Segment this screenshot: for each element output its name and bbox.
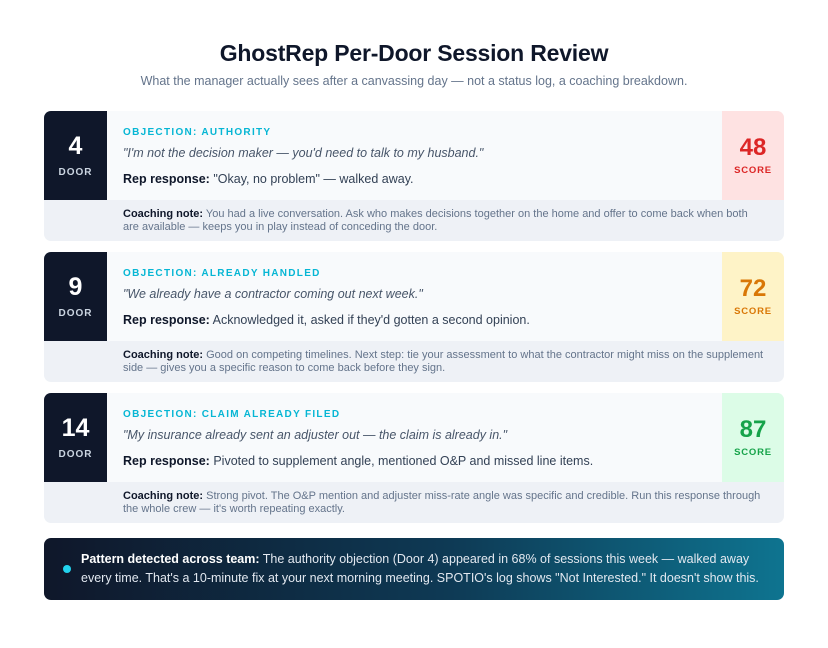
session-card-door-4[interactable] xyxy=(44,111,784,241)
session-card-door-9[interactable] xyxy=(44,252,784,382)
rep-response-text: "Okay, no problem" — walked away. xyxy=(213,172,414,186)
coaching-note-label: Coaching note: xyxy=(123,490,204,502)
card-content xyxy=(107,393,722,482)
pattern-text xyxy=(81,550,760,588)
objection-quote: "I'm not the decision maker — you'd need to talk to my husband." xyxy=(123,146,484,160)
door-label: DOOR xyxy=(58,448,93,460)
objection-label: OBJECTION: CLAIM ALREADY FILED xyxy=(123,409,341,420)
page-subtitle: What the manager actually sees after a canvassing day — not a status log, a coaching breakdown. xyxy=(140,74,688,88)
rep-response-label: Rep response: xyxy=(123,454,210,468)
score-badge xyxy=(722,393,784,482)
coaching-note-text: Strong pivot. The O&P mention and adjuster miss-rate angle was specific and credible. Run this response through the whole crew — it's worth repeating exactly. xyxy=(123,490,761,515)
objection-label: OBJECTION: AUTHORITY xyxy=(123,127,272,138)
score-label: SCORE xyxy=(734,446,772,458)
score-label: SCORE xyxy=(734,164,772,176)
door-badge xyxy=(44,252,107,341)
rep-response-text: Pivoted to supplement angle, mentioned O&P and missed line items. xyxy=(213,454,594,468)
session-card-door-14[interactable] xyxy=(44,393,784,523)
card-content xyxy=(107,252,722,341)
pattern-indicator-dot-icon xyxy=(63,565,71,573)
coaching-note xyxy=(44,482,784,516)
session-card-list xyxy=(44,111,784,534)
pattern-body: The authority objection (Door 4) appeared in 68% of sessions this week — walked away every time. That's a 10-minute fix at your next morning meeting. SPOTIO's log shows "Not Interested." It doesn't show this. xyxy=(81,552,759,585)
coaching-note xyxy=(44,341,784,375)
coaching-note-label: Coaching note: xyxy=(123,349,204,361)
score-label: SCORE xyxy=(734,305,772,317)
door-badge xyxy=(44,393,107,482)
rep-response-label: Rep response: xyxy=(123,313,210,327)
score-badge xyxy=(722,252,784,341)
rep-response xyxy=(123,454,722,468)
objection-quote: "We already have a contractor coming out next week." xyxy=(123,287,423,301)
score-badge xyxy=(722,111,784,200)
objection-quote: "My insurance already sent an adjuster out — the claim is already in." xyxy=(123,428,508,442)
card-content xyxy=(107,111,722,200)
score-value: 48 xyxy=(739,133,767,161)
score-value: 72 xyxy=(739,274,767,302)
door-number: 4 xyxy=(68,131,83,160)
door-label: DOOR xyxy=(58,307,93,319)
rep-response xyxy=(123,313,722,327)
door-badge xyxy=(44,111,107,200)
coaching-note xyxy=(44,200,784,234)
pattern-label: Pattern detected across team: xyxy=(81,552,260,566)
door-label: DOOR xyxy=(58,166,93,178)
rep-response xyxy=(123,172,722,186)
door-number: 9 xyxy=(68,272,83,301)
coaching-note-text: Good on competing timelines. Next step: tie your assessment to what the contractor might miss on the supplement side — gives you a specific reason to come back before they sign. xyxy=(123,349,764,374)
objection-label: OBJECTION: ALREADY HANDLED xyxy=(123,268,321,279)
score-value: 87 xyxy=(739,415,767,443)
page-title: GhostRep Per-Door Session Review xyxy=(219,40,609,66)
page-header xyxy=(0,0,828,88)
rep-response-text: Acknowledged it, asked if they'd gotten a second opinion. xyxy=(212,313,530,327)
door-number: 14 xyxy=(61,413,90,442)
coaching-note-label: Coaching note: xyxy=(123,208,204,220)
team-pattern-banner xyxy=(44,538,784,600)
rep-response-label: Rep response: xyxy=(123,172,210,186)
coaching-note-text: You had a live conversation. Ask who makes decisions together on the home and offer to come back when both are available — keeps you in play instead of conceding the door. xyxy=(123,208,748,233)
